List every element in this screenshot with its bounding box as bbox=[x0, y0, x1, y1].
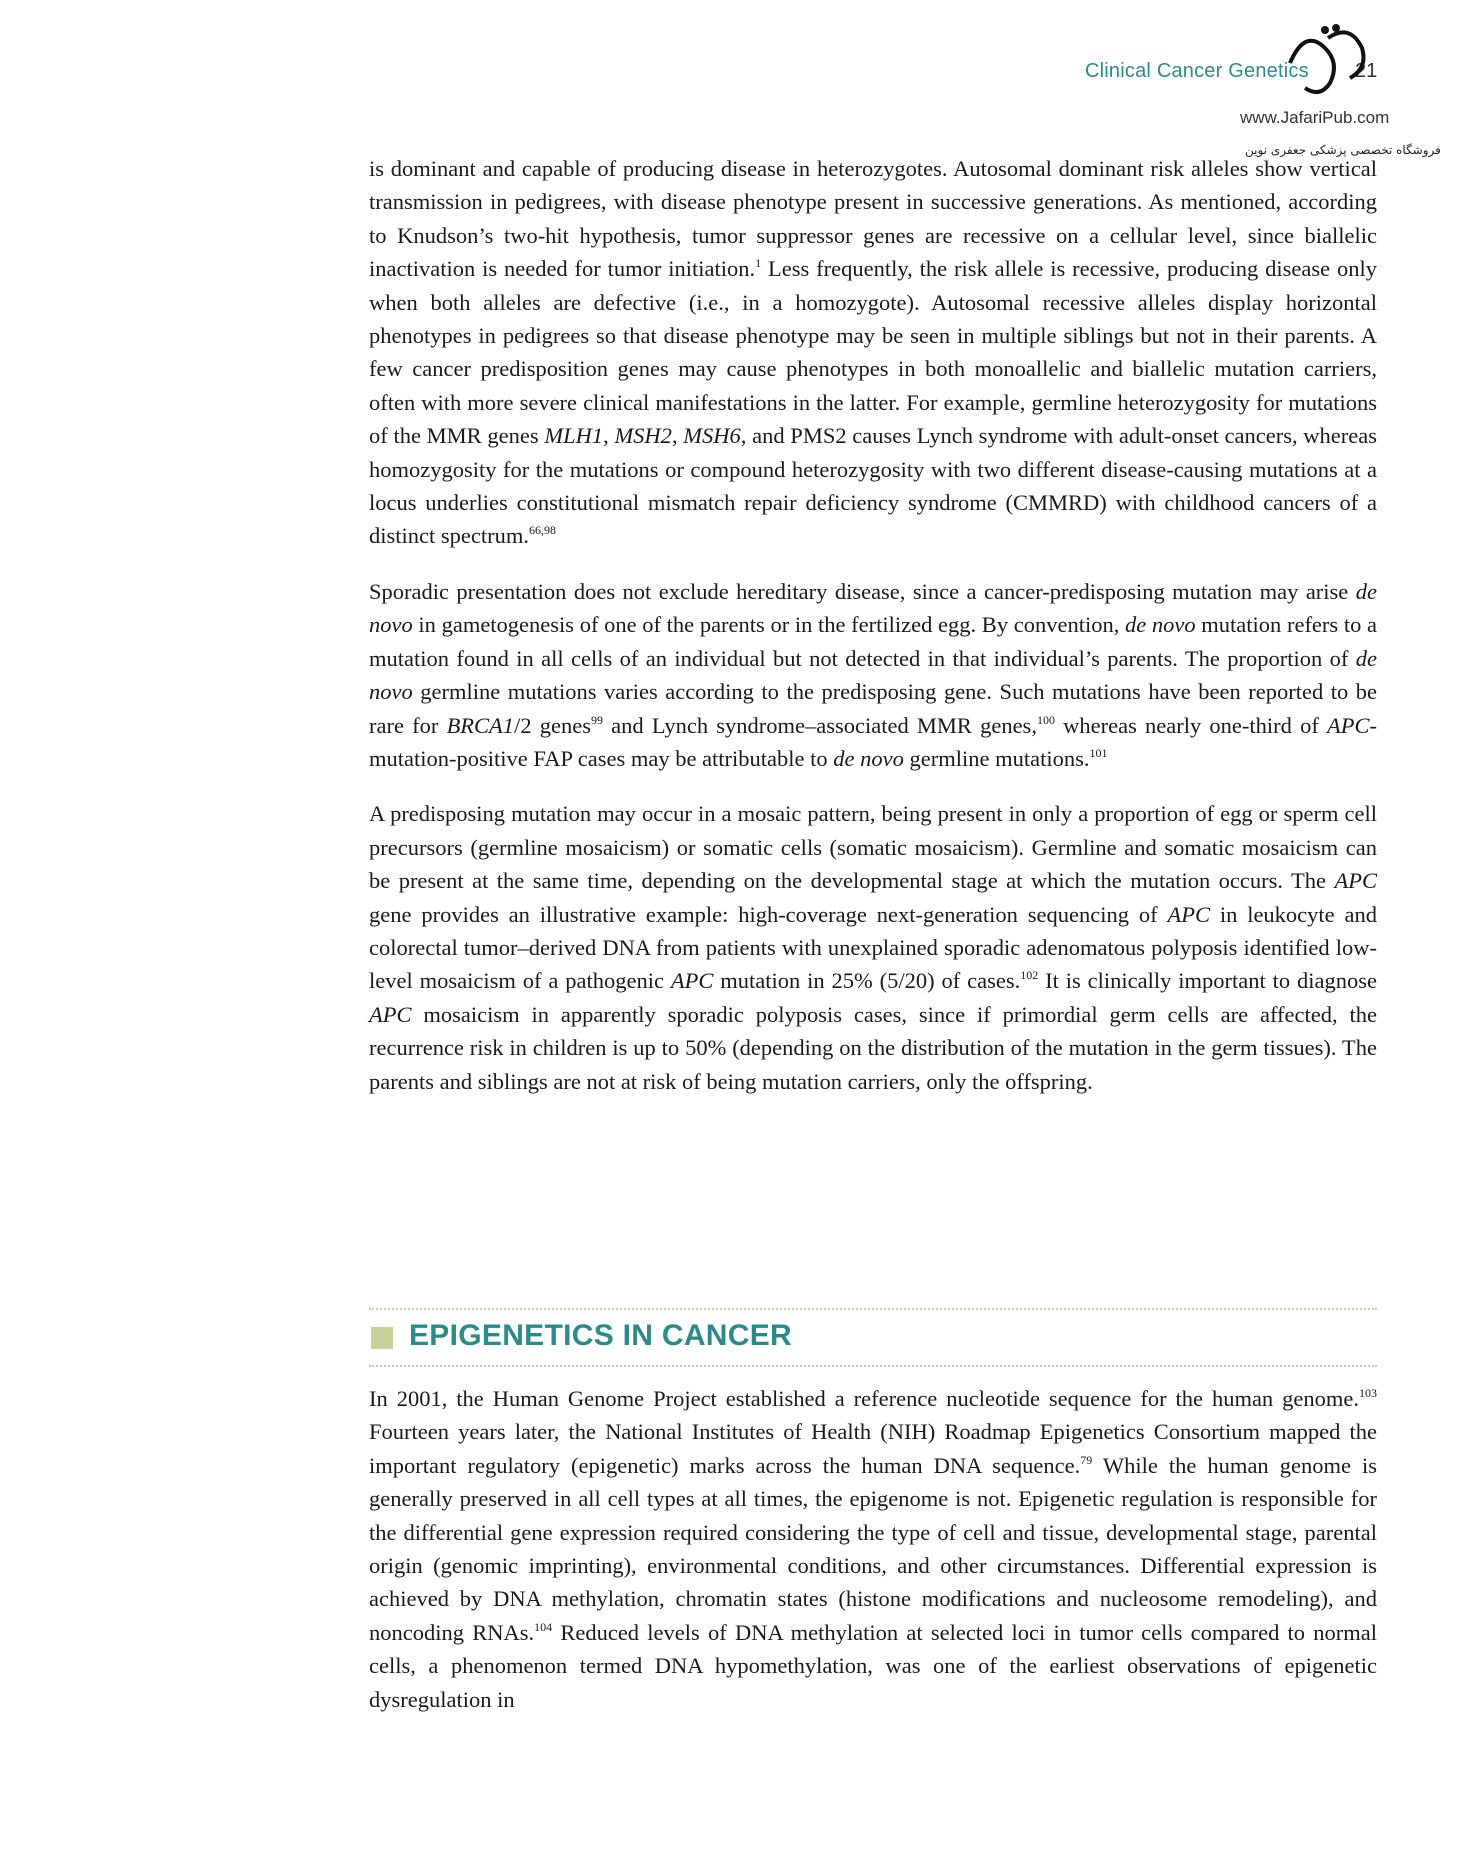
watermark-persian-text: فروشگاه تخصصی پزشکی جعفری نوین bbox=[1245, 143, 1441, 157]
running-head: Clinical Cancer Genetics bbox=[1085, 60, 1309, 82]
paragraph-sporadic: Sporadic presentation does not exclude hereditary disease, since a cancer-predisposing mutation may arise de novo in gametogenesis of one of the parents or in the fertilized egg. By convention, de novo mutation refers to a mutation found in all cells of an individual but not detected in that individual’s parents. The proportion of de novo germline mutations varies according to the predisposing gene. Such mutations have been reported to be rare for BRCA1/2 genes$^{99}$ and Lynch syndrome–associated MMR genes,$^{100}$ whereas nearly one-third of APC-mutation-positive FAP cases may be attributable to de novo germline mutations.$^{101}$ bbox=[369, 578, 1378, 771]
page-number: 21 bbox=[1355, 60, 1378, 82]
paragraph-inheritance: is dominant and capable of producing disease in heterozygotes. Autosomal dominant risk alleles show vertical transmission in pedigrees, with disease phenotype present in successive generations. As mentioned, according to Knudson’s two-hit hypothesis, tumor suppressor genes are recessive on a cellular level, since biallelic inactivation is needed for tumor initiation.$^1$ Less frequently, the risk allele is recessive, producing disease only when both alleles are defective (i.e., in a homozygote). Autosomal recessive alleles display horizontal phenotypes in pedigrees so that disease phenotype may be seen in multiple siblings but not in their parents. A few cancer predisposition genes may cause phenotypes in both monoallelic and biallelic mutation carriers, often with more severe clinical manifestations in the latter. For example, germline heterozygosity for mutations of the MMR genes MLH1, MSH2, MSH6, and PMS2 causes Lynch syndrome with adult-onset cancers, whereas homozygosity for the mutations or compound heterozygosity with two different disease-causing mutations at a locus underlies constitutional mismatch repair deficiency syndrome (CMMRD) with childhood cancers of a distinct spectrum.$^{66,98}$ bbox=[369, 156, 1378, 549]
paragraph-mosaicism: A predisposing mutation may occur in a mosaic pattern, being present in only a proportion of egg or sperm cell precursors (germline mosaicism) or somatic cells (somatic mosaicism). Germline and somatic mosaicism can be present at the same time, depending on the developmental stage at which the mutation occurs. The APC gene provides an illustrative example: high-coverage next-generation sequencing of APC in leukocyte and colorectal tumor–derived DNA from patients with unexplained sporadic adenomatous polyposis identified low-level mosaicism of a pathogenic APC mutation in 25% (5/20) of cases.$^{102}$ It is clinically important to diagnose APC mosaicism in apparently sporadic polyposis cases, since if primordial germ cells are affected, the recurrence risk in children is up to 50% (depending on the distribution of the mutation in the germ tissues). The parents and siblings are not at risk of being mutation carriers, only the offspring. bbox=[369, 801, 1378, 1094]
section-title: EPIGENETICS IN CANCER bbox=[409, 1319, 793, 1352]
body-text-bottom bbox=[369, 1382, 1377, 1738]
section-square-icon bbox=[371, 1327, 393, 1349]
watermark-url: www.JafariPub.com bbox=[1240, 108, 1390, 127]
section-heading bbox=[369, 1308, 1377, 1367]
body-text-top bbox=[369, 152, 1377, 1120]
paragraph-epigenetics: In 2001, the Human Genome Project established a reference nucleotide sequence for the human genome.$^{103}$ Fourteen years later, the National Institutes of Health (NIH) Roadmap Epigenetics Consortium mapped the important regulatory (epigenetic) marks across the human DNA sequence.$^{79}$ While the human genome is generally preserved in all cell types at all times, the epigenome is not. Epigenetic regulation is responsible for the differential gene expression required considering the type of cell and tissue, developmental stage, parental origin (genomic imprinting), environmental conditions, and other circumstances. Differential expression is achieved by DNA methylation, chromatin states (histone modifications and nucleosome remodeling), and noncoding RNAs.$^{104}$ Reduced levels of DNA methylation at selected loci in tumor cells compared to normal cells, a phenomenon termed DNA hypomethylation, was one of the earliest observations of epigenetic dysregulation in bbox=[369, 1386, 1378, 1712]
